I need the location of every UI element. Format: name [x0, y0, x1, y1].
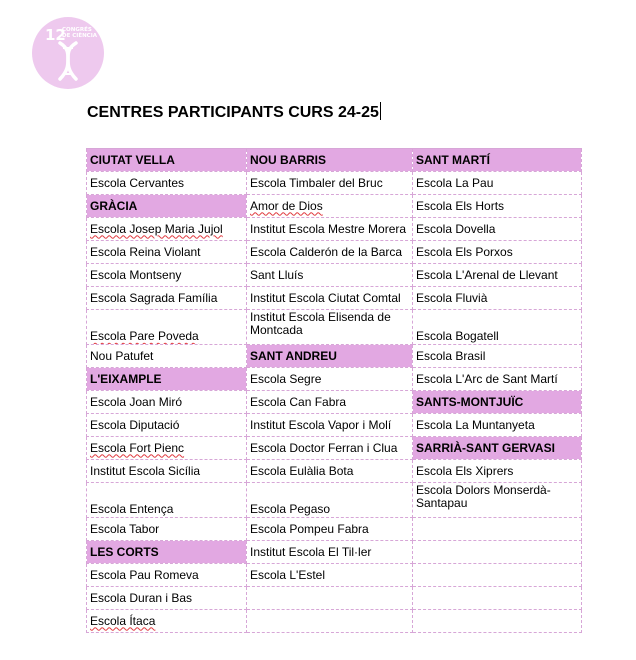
dna-icon — [54, 41, 82, 81]
logo-number: 12 — [45, 26, 66, 44]
table-cell: Escola Brasil — [413, 345, 582, 368]
table-cell: Escola Els Porxos — [413, 241, 582, 264]
header-les-corts: LES CORTS — [87, 541, 247, 564]
table-row — [87, 218, 582, 241]
table-cell: Escola Joan Miró — [87, 391, 247, 414]
table-cell — [87, 310, 247, 345]
table-row — [87, 368, 582, 391]
table-row — [87, 241, 582, 264]
table-cell: Escola La Muntanyeta — [413, 414, 582, 437]
table-cell — [247, 195, 413, 218]
table-row — [87, 587, 582, 610]
table-cell: Escola Dolors Monserdà-Santapau — [413, 483, 582, 518]
table-row — [87, 149, 582, 172]
header-eixample: L'EIXAMPLE — [87, 368, 247, 391]
table-cell: Escola Cervantes — [87, 172, 247, 195]
table-cell: Escola Diputació — [87, 414, 247, 437]
table-cell: Institut Escola Ciutat Comtal — [247, 287, 413, 310]
cell-text: Escola Josep Maria Jujol — [90, 221, 223, 236]
table-row — [87, 345, 582, 368]
table-row — [87, 310, 582, 345]
header-sant-andreu: SANT ANDREU — [247, 345, 413, 368]
header-gracia: GRÀCIA — [87, 195, 247, 218]
table-cell: Escola Montseny — [87, 264, 247, 287]
cell-text: Escola Fort Pienc — [90, 440, 185, 455]
table-cell: Escola Pau Romeva — [87, 564, 247, 587]
header-nou-barris: NOU BARRIS — [247, 149, 413, 172]
header-ciutat-vella: CIUTAT VELLA — [87, 149, 247, 172]
table-cell: Escola Timbaler del Bruc — [247, 172, 413, 195]
page-title — [87, 102, 381, 122]
table-row — [87, 391, 582, 414]
table-cell: Escola Pegaso — [247, 483, 413, 518]
table-cell: Escola L'Estel — [247, 564, 413, 587]
table-row — [87, 287, 582, 310]
table-row — [87, 437, 582, 460]
table-cell: Escola Entença — [87, 483, 247, 518]
table-cell: Escola Tabor — [87, 518, 247, 541]
centres-table — [86, 148, 582, 633]
cell-text: Amor de Dios — [250, 198, 323, 213]
table-row — [87, 610, 582, 633]
table-cell — [413, 564, 582, 587]
table-row — [87, 264, 582, 287]
table-cell — [87, 610, 247, 633]
table-cell: Escola L'Arc de Sant Martí — [413, 368, 582, 391]
table-cell — [413, 610, 582, 633]
table-cell: Institut Escola El Til·ler — [247, 541, 413, 564]
table-row — [87, 172, 582, 195]
header-sants-montjuic: SANTS-MONTJUÏC — [413, 391, 582, 414]
logo-line2: DE CIÈNCIA — [62, 33, 98, 39]
table-cell: Escola Dovella — [413, 218, 582, 241]
table-cell: Escola La Pau — [413, 172, 582, 195]
table-row — [87, 518, 582, 541]
table-cell: Escola Pompeu Fabra — [247, 518, 413, 541]
table-cell: Escola Eulàlia Bota — [247, 460, 413, 483]
table-cell — [247, 610, 413, 633]
table-cell: Institut Escola Mestre Morera — [247, 218, 413, 241]
table-cell: Sant Lluís — [247, 264, 413, 287]
header-sant-marti: SANT MARTÍ — [413, 149, 582, 172]
logo-text — [62, 27, 102, 39]
cell-text: Escola Ítaca — [90, 613, 156, 628]
table-cell: Nou Patufet — [87, 345, 247, 368]
table-cell: Escola Reina Violant — [87, 241, 247, 264]
table-cell: Escola Bogatell — [413, 310, 582, 345]
cell-text: Escola Pare Poveda — [90, 329, 199, 343]
logo-line1: CONGRÉS — [62, 27, 92, 33]
table-cell: Escola Fluvià — [413, 287, 582, 310]
table-cell: Escola Els Horts — [413, 195, 582, 218]
table-row — [87, 541, 582, 564]
table-cell — [413, 541, 582, 564]
table-row — [87, 460, 582, 483]
table-row — [87, 564, 582, 587]
congress-logo — [32, 17, 104, 89]
table-cell — [87, 437, 247, 460]
title-text: CENTRES PARTICIPANTS CURS 24-25 — [87, 104, 379, 121]
header-sarria-sant-gervasi: SARRIÀ-SANT GERVASI — [413, 437, 582, 460]
table-cell: Escola Can Fabra — [247, 391, 413, 414]
table-row — [87, 195, 582, 218]
table-cell: Escola Segre — [247, 368, 413, 391]
table-cell: Institut Escola Vapor i Molí — [247, 414, 413, 437]
table-cell: Institut Escola Elisenda de Montcada — [247, 310, 413, 345]
table-cell: Escola Calderón de la Barca — [247, 241, 413, 264]
table-cell — [413, 587, 582, 610]
table-cell: Escola Duran i Bas — [87, 587, 247, 610]
table-cell — [247, 587, 413, 610]
table-cell: Escola Els Xiprers — [413, 460, 582, 483]
table-cell — [413, 518, 582, 541]
table-cell: Escola Doctor Ferran i Clua — [247, 437, 413, 460]
table-row — [87, 414, 582, 437]
table-cell: Escola L'Arenal de Llevant — [413, 264, 582, 287]
table-cell: Escola Sagrada Família — [87, 287, 247, 310]
table-row — [87, 483, 582, 518]
table-cell — [87, 218, 247, 241]
table-cell: Institut Escola Sicília — [87, 460, 247, 483]
text-cursor — [380, 102, 381, 120]
